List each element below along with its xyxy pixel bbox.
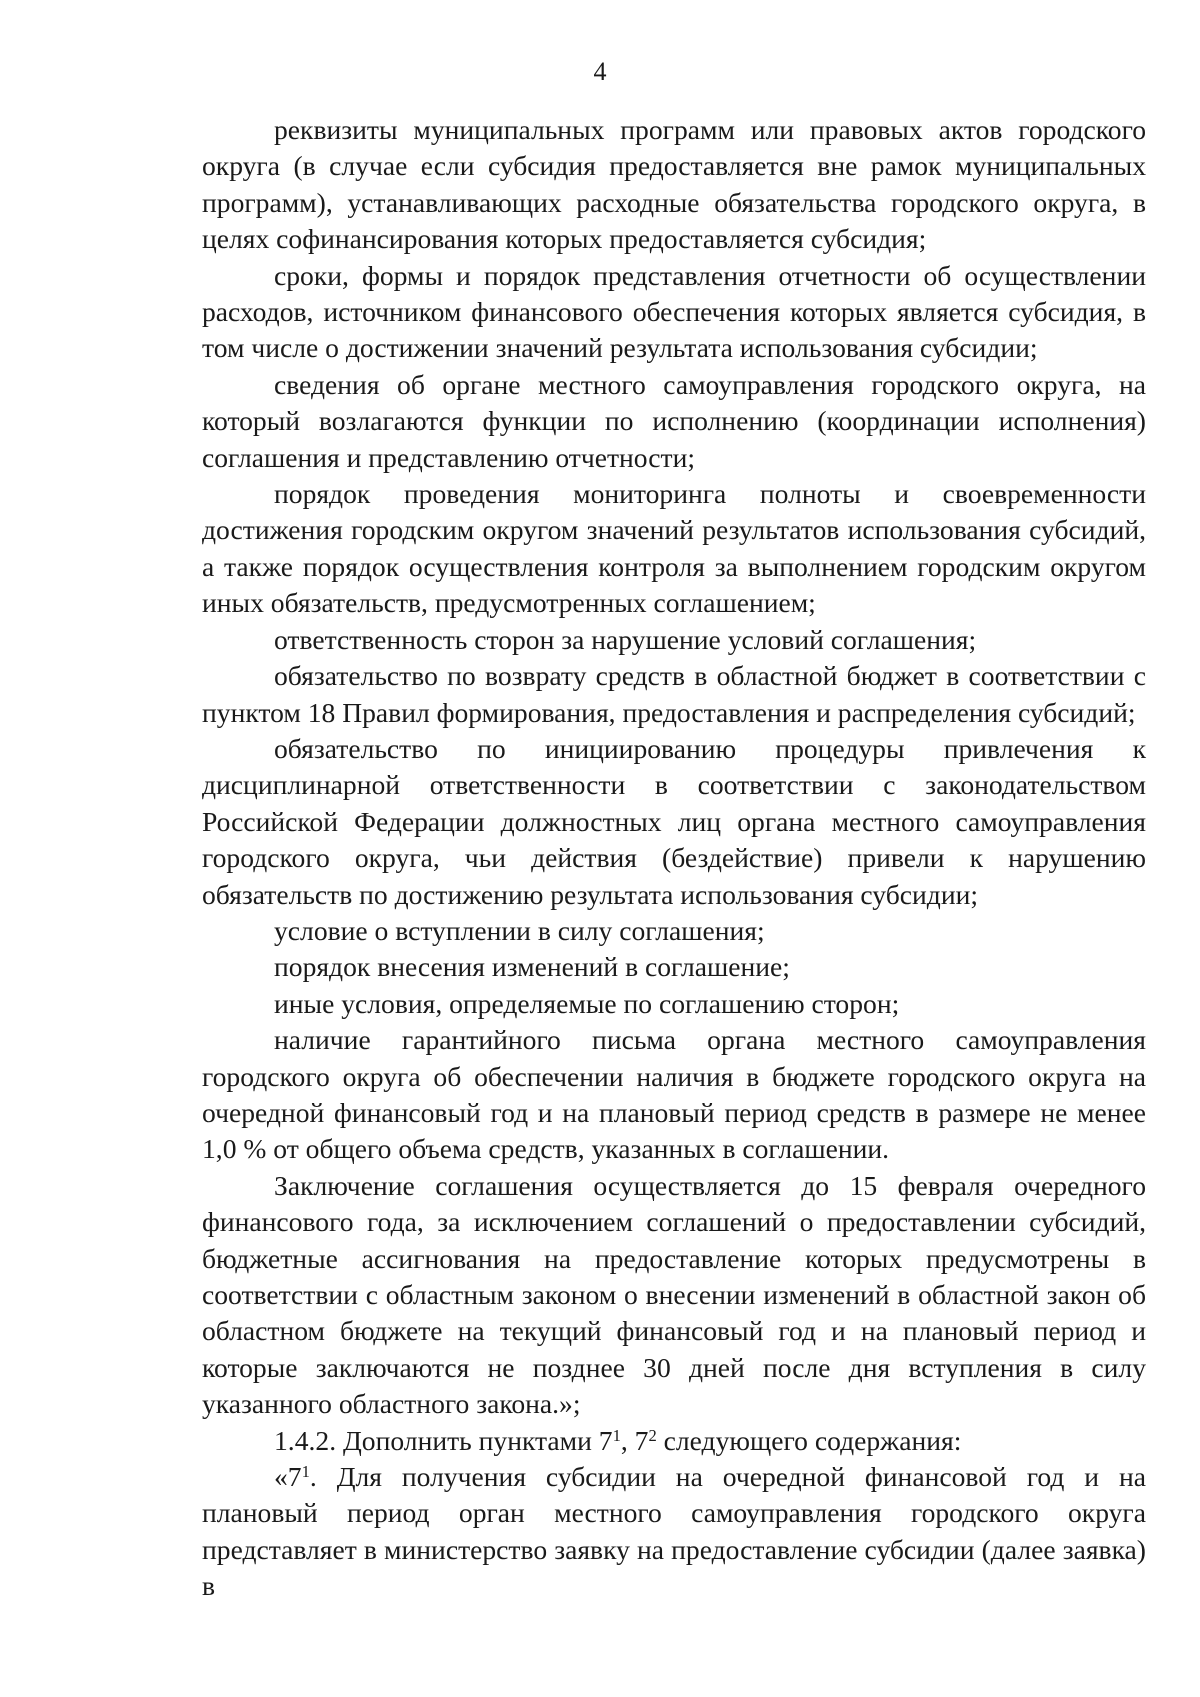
paragraph-liability: ответственность сторон за нарушение условий соглашения;: [274, 623, 977, 655]
paragraph-reporting-terms: сроки, формы и порядок представления отчетности об осуществлении расходов, источником финансового обеспечения которых является субсидия, в том числе о достижении значений результата использования субсидии;: [202, 259, 1146, 364]
point-text: . Для получения субсидии на очередной финансовой год и на плановый период орган местного самоуправления городского округа представляет в министерство заявку на предоставление субсидии (далее заявка) в: [202, 1461, 1146, 1602]
paragraph-amendment-procedure: порядок внесения изменений в соглашение;: [274, 951, 790, 983]
amendment-middle: , 7: [620, 1424, 649, 1456]
paragraph-entry-into-force: условие о вступлении в силу соглашения;: [274, 914, 765, 946]
point-prefix: «7: [274, 1461, 302, 1493]
amendment-superscript-1: 1: [612, 1425, 621, 1445]
paragraph-monitoring: порядок проведения мониторинга полноты и своевременности достижения городским округом значений результатов использования субсидий, а также порядок осуществления контроля за выполнением городским округом иных обязательств, предусмотренных соглашением;: [202, 478, 1146, 619]
paragraph-other-conditions: иные условия, определяемые по соглашению сторон;: [274, 987, 900, 1019]
paragraph-point-7-1: [202, 1459, 1146, 1605]
paragraph-refund-obligation: обязательство по возврату средств в областной бюджет в соответствии с пунктом 18 Правил формирования, предоставления и распределения субсидий;: [202, 660, 1146, 728]
amendment-superscript-2: 2: [648, 1425, 657, 1445]
amendment-suffix: следующего содержания:: [656, 1424, 962, 1456]
paragraph-responsible-body: сведения об органе местного самоуправления городского округа, на который возлагаются функции по исполнению (координации исполнения) соглашения и представлению отчетности;: [202, 368, 1146, 473]
paragraph-requisites: реквизиты муниципальных программ или правовых актов городского округа (в случае если субсидия предоставляется вне рамок муниципальных программ), устанавливающих расходные обязательства городского округа, в целях софинансирования которых предоставляется субсидия;: [202, 114, 1146, 255]
paragraph-agreement-deadline: Заключение соглашения осуществляется до 15 февраля очередного финансового года, за исключением соглашений о предоставлении субсидий, бюджетные ассигнования на предоставление которых предусмотрены в соответствии с областным законом о внесении изменений в областной закон об областном бюджете на текущий финансовый год и на плановый период и которые заключаются не позднее 30 дней после дня вступления в силу указанного областного закона.»;: [202, 1169, 1146, 1420]
paragraph-guarantee-letter: наличие гарантийного письма органа местного самоуправления городского округа об обеспечении наличия в бюджете городского округа на очередной финансовый год и на плановый период средств в размере не менее 1,0 % от общего объема средств, указанных в соглашении.: [202, 1024, 1146, 1165]
paragraph-disciplinary: обязательство по инициированию процедуры привлечения к дисциплинарной ответственности в соответствии с законодательством Российской Федерации должностных лиц органа местного самоуправления городского округа, чьи действия (бездействие) привели к нарушению обязательств по достижению результата использования субсидии;: [202, 732, 1146, 910]
document-body: [202, 112, 1146, 1605]
amendment-prefix: 1.4.2. Дополнить пунктами 7: [274, 1424, 613, 1456]
point-superscript: 1: [301, 1461, 310, 1481]
page-number: 4: [593, 57, 607, 86]
paragraph-amendment-1-4-2: [202, 1423, 1146, 1459]
